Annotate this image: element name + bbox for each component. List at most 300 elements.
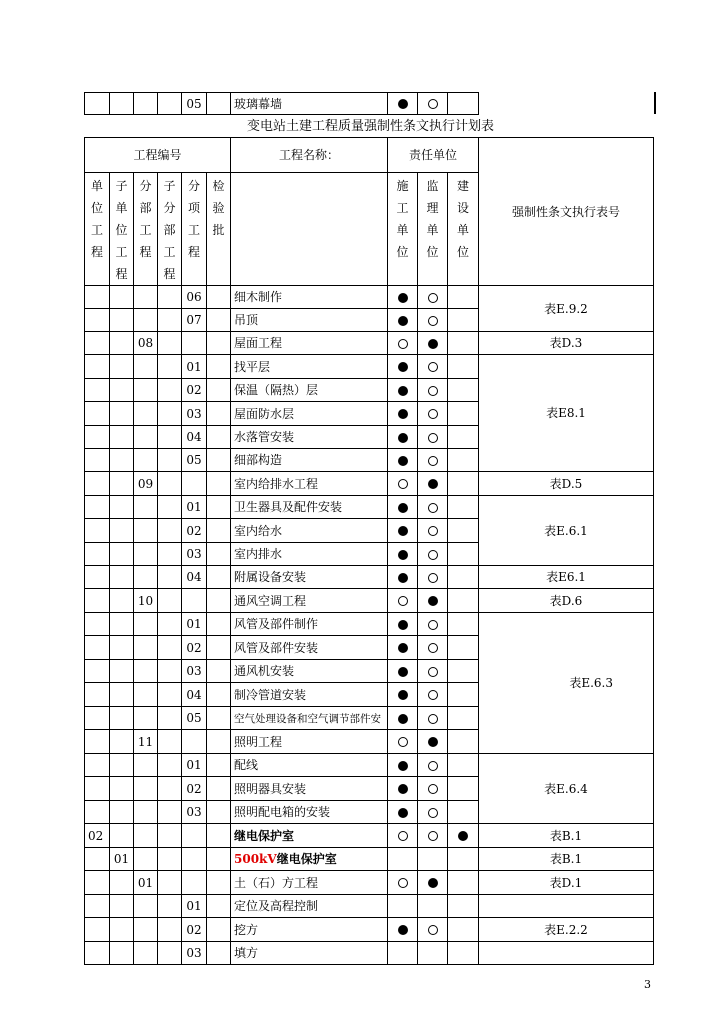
code-cell-zfb xyxy=(158,730,182,754)
code-cell-zfb xyxy=(158,707,182,730)
code-cell-jyp xyxy=(207,660,231,683)
code-cell-zdw: 01 xyxy=(110,848,134,871)
code-cell-fx xyxy=(182,730,207,754)
resp-cell-jl xyxy=(418,754,448,777)
project-name-cell xyxy=(231,402,388,426)
code-cell-zdw xyxy=(110,754,134,777)
filled-circle-icon xyxy=(398,925,408,935)
project-name-cell xyxy=(231,309,388,332)
code-cell-zfb xyxy=(158,871,182,895)
hollow-circle-icon xyxy=(398,831,408,841)
filled-circle-icon xyxy=(398,362,408,372)
resp-cell-jl xyxy=(418,683,448,707)
resp-cell-sg xyxy=(388,848,418,871)
resp-cell-sg xyxy=(388,519,418,543)
project-name-cell xyxy=(231,871,388,895)
code-cell-fb xyxy=(134,355,158,379)
hollow-circle-icon xyxy=(428,690,438,700)
table-row xyxy=(85,332,654,355)
code-cell-dw xyxy=(85,918,110,942)
code-cell-zfb xyxy=(158,824,182,848)
project-name-cell xyxy=(231,801,388,824)
project-name: 继电保护室 xyxy=(234,828,295,843)
project-name-cell xyxy=(231,848,388,871)
code-cell-zfb xyxy=(158,566,182,589)
resp-cell-js xyxy=(448,730,479,754)
code-cell-zdw xyxy=(110,636,134,660)
resp-cell-sg xyxy=(388,566,418,589)
code-cell-fb: 11 xyxy=(134,730,158,754)
resp-cell-sg xyxy=(388,636,418,660)
resp-cell-sg xyxy=(388,402,418,426)
table-ref-cell: 表D.6 xyxy=(479,589,654,613)
code-cell-zfb xyxy=(158,332,182,355)
hollow-circle-icon xyxy=(428,925,438,935)
filled-circle-icon xyxy=(398,620,408,630)
code-cell-fb xyxy=(134,707,158,730)
code-cell-fb xyxy=(134,449,158,472)
code-cell-zfb xyxy=(158,613,182,636)
code-cell-fb xyxy=(134,754,158,777)
project-name: 定位及高程控制 xyxy=(234,899,319,913)
table-ref-cell: 表E.9.2 xyxy=(479,286,654,332)
code-cell-dw xyxy=(85,519,110,543)
hollow-circle-icon xyxy=(428,293,438,303)
filled-circle-icon xyxy=(398,690,408,700)
resp-cell-sg xyxy=(388,613,418,636)
hollow-circle-icon xyxy=(398,479,408,489)
code-cell-zdw xyxy=(110,402,134,426)
code-cell-jyp xyxy=(207,683,231,707)
code-cell-dw xyxy=(85,754,110,777)
jl-mark xyxy=(418,93,448,115)
hollow-circle-icon xyxy=(428,362,438,372)
code-cell-zdw xyxy=(110,660,134,683)
resp-cell-sg xyxy=(388,660,418,683)
code-cell-dw xyxy=(85,777,110,801)
hollow-circle-icon xyxy=(428,456,438,466)
resp-cell-sg xyxy=(388,426,418,449)
resp-cell-sg xyxy=(388,895,418,918)
code-cell-dw xyxy=(85,496,110,519)
hollow-circle-icon xyxy=(428,526,438,536)
code-cell-jyp xyxy=(207,636,231,660)
code-cell-dw xyxy=(85,613,110,636)
resp-cell-js xyxy=(448,355,479,379)
margin-bar xyxy=(654,92,656,114)
code-cell-jyp xyxy=(207,496,231,519)
code-cell-fb xyxy=(134,848,158,871)
code-cell-zfb xyxy=(158,355,182,379)
project-name-cell xyxy=(231,286,388,309)
code-cell-fx xyxy=(182,871,207,895)
filled-circle-icon xyxy=(398,293,408,303)
code-cell-fb xyxy=(134,613,158,636)
table-row xyxy=(85,613,654,636)
resp-cell-jl xyxy=(418,660,448,683)
project-name: 土（石）方工程 xyxy=(234,875,319,890)
code-cell-jyp xyxy=(207,472,231,496)
resp-cell-jl xyxy=(418,730,448,754)
code-cell-dw xyxy=(85,566,110,589)
header-code: 工程编号 xyxy=(85,138,231,173)
code-cell-fb xyxy=(134,309,158,332)
project-name-cell xyxy=(231,426,388,449)
hollow-circle-icon xyxy=(428,386,438,396)
filled-circle-icon xyxy=(398,808,408,818)
code-cell-zdw xyxy=(110,496,134,519)
code-cell-fx xyxy=(182,332,207,355)
resp-cell-sg xyxy=(388,589,418,613)
table-row xyxy=(85,848,654,871)
code-cell-zdw xyxy=(110,286,134,309)
code-cell-jyp xyxy=(207,871,231,895)
code-cell-dw xyxy=(85,355,110,379)
resp-cell-jl xyxy=(418,871,448,895)
hollow-circle-icon xyxy=(428,643,438,653)
resp-cell-sg xyxy=(388,472,418,496)
table-row xyxy=(85,824,654,848)
code-cell-zdw xyxy=(110,683,134,707)
hollow-circle-icon xyxy=(428,503,438,513)
code-cell-dw xyxy=(85,472,110,496)
resp-cell-jl xyxy=(418,355,448,379)
filled-circle-icon xyxy=(398,550,408,560)
project-name: 填方 xyxy=(234,946,259,960)
code-cell-zfb xyxy=(158,426,182,449)
code-cell-fx: 05 xyxy=(182,707,207,730)
table-row xyxy=(85,472,654,496)
resp-cell-jl xyxy=(418,496,448,519)
table-ref-cell: 表E.2.2 xyxy=(479,918,654,942)
resp-cell-sg xyxy=(388,730,418,754)
project-name-cell xyxy=(231,519,388,543)
resp-cell-js xyxy=(448,309,479,332)
resp-cell-jl xyxy=(418,402,448,426)
project-name-cell xyxy=(231,942,388,965)
code-cell-fx: 01 xyxy=(182,496,207,519)
code-cell-jyp xyxy=(207,777,231,801)
hollow-circle-icon xyxy=(428,433,438,443)
resp-cell-js xyxy=(448,942,479,965)
code-cell-fb: 08 xyxy=(134,332,158,355)
filled-circle-icon xyxy=(398,784,408,794)
table-ref-cell: 表B.1 xyxy=(479,824,654,848)
code-cell-zfb xyxy=(158,918,182,942)
project-name: 通风空调工程 xyxy=(234,593,307,608)
resp-cell-js xyxy=(448,660,479,683)
resp-cell-js xyxy=(448,379,479,402)
code-cell-jyp xyxy=(207,332,231,355)
code-cell-dw xyxy=(85,309,110,332)
resp-cell-jl xyxy=(418,589,448,613)
code-cell-fx xyxy=(182,848,207,871)
resp-cell-sg xyxy=(388,707,418,730)
code-cell-jyp xyxy=(207,707,231,730)
filled-circle-icon xyxy=(428,339,438,349)
code-cell-zdw xyxy=(110,730,134,754)
code-cell-fx: 04 xyxy=(182,683,207,707)
code-cell-dw xyxy=(85,636,110,660)
table-row xyxy=(85,871,654,895)
resp-cell-sg xyxy=(388,777,418,801)
code-cell-zfb xyxy=(158,472,182,496)
code-cell-zfb xyxy=(158,309,182,332)
code-cell-jyp xyxy=(207,519,231,543)
project-name-cell xyxy=(231,472,388,496)
resp-cell-jl xyxy=(418,895,448,918)
project-name: 附属设备安装 xyxy=(234,570,307,584)
code-cell-dw xyxy=(85,730,110,754)
fx-cell: 05 xyxy=(182,93,207,115)
project-name: 挖方 xyxy=(234,922,259,937)
resp-cell-sg xyxy=(388,379,418,402)
code-cell-fx: 05 xyxy=(182,449,207,472)
resp-cell-sg xyxy=(388,942,418,965)
table-row xyxy=(85,93,479,115)
code-cell-zdw xyxy=(110,824,134,848)
project-name: 配线 xyxy=(234,758,259,772)
code-cell-jyp xyxy=(207,918,231,942)
header-dw: 单 位 工 程 xyxy=(85,173,110,286)
code-cell-fx: 02 xyxy=(182,636,207,660)
filled-circle-icon xyxy=(398,456,408,466)
resp-cell-sg xyxy=(388,449,418,472)
hollow-circle-icon xyxy=(398,339,408,349)
header-sg: 施 工 单 位 xyxy=(388,173,418,286)
resp-cell-js xyxy=(448,402,479,426)
code-cell-fb xyxy=(134,660,158,683)
code-cell-zfb xyxy=(158,848,182,871)
resp-cell-js xyxy=(448,613,479,636)
code-cell-zdw xyxy=(110,589,134,613)
filled-circle-icon xyxy=(398,503,408,513)
table-ref-cell: 表B.1 xyxy=(479,848,654,871)
code-cell-fx: 03 xyxy=(182,801,207,824)
resp-cell-sg xyxy=(388,309,418,332)
hollow-circle-icon xyxy=(398,737,408,747)
hollow-circle-icon xyxy=(428,550,438,560)
code-cell-dw xyxy=(85,848,110,871)
project-name-cell xyxy=(231,660,388,683)
project-name: 保温（隔热）层 xyxy=(234,383,319,397)
code-cell-zfb xyxy=(158,519,182,543)
project-name-cell xyxy=(231,895,388,918)
code-cell-jyp xyxy=(207,543,231,566)
code-cell-fb xyxy=(134,824,158,848)
header-jl: 监 理 单 位 xyxy=(418,173,448,286)
project-name-cell xyxy=(231,449,388,472)
code-cell-jyp xyxy=(207,824,231,848)
resp-cell-js xyxy=(448,519,479,543)
resp-cell-js xyxy=(448,848,479,871)
resp-cell-js xyxy=(448,589,479,613)
code-cell-fx: 02 xyxy=(182,777,207,801)
project-name-cell xyxy=(231,754,388,777)
code-cell-jyp xyxy=(207,589,231,613)
resp-cell-js xyxy=(448,777,479,801)
code-cell-zfb xyxy=(158,379,182,402)
code-cell-zdw xyxy=(110,309,134,332)
code-cell-jyp xyxy=(207,355,231,379)
project-name: 找平层 xyxy=(234,359,271,374)
filled-circle-icon xyxy=(458,831,468,841)
project-name-cell xyxy=(231,566,388,589)
code-cell-fb xyxy=(134,895,158,918)
code-cell-zdw xyxy=(110,355,134,379)
header-fx: 分 项 工 程 xyxy=(182,173,207,286)
code-cell-fx: 02 xyxy=(182,918,207,942)
resp-cell-js xyxy=(448,895,479,918)
code-cell-jyp xyxy=(207,426,231,449)
resp-cell-jl xyxy=(418,777,448,801)
code-cell-zdw xyxy=(110,543,134,566)
table-row xyxy=(85,895,654,918)
resp-cell-js xyxy=(448,636,479,660)
filled-circle-icon xyxy=(428,737,438,747)
filled-circle-icon xyxy=(398,573,408,583)
resp-cell-js xyxy=(448,566,479,589)
code-cell-jyp xyxy=(207,754,231,777)
hollow-circle-icon xyxy=(428,99,438,109)
code-cell-fb: 09 xyxy=(134,472,158,496)
code-cell-zfb xyxy=(158,683,182,707)
code-cell-fx xyxy=(182,472,207,496)
code-cell-zdw xyxy=(110,707,134,730)
code-cell-fb xyxy=(134,379,158,402)
code-cell-fb xyxy=(134,918,158,942)
hollow-circle-icon xyxy=(428,808,438,818)
table-ref-cell: 表E6.1 xyxy=(479,566,654,589)
resp-cell-js xyxy=(448,472,479,496)
code-cell-dw xyxy=(85,660,110,683)
code-cell-dw xyxy=(85,801,110,824)
filled-circle-icon xyxy=(398,316,408,326)
resp-cell-sg xyxy=(388,496,418,519)
project-name-cell xyxy=(231,730,388,754)
code-cell-fb: 01 xyxy=(134,871,158,895)
table-ref-cell: 表E.6.3 xyxy=(479,613,654,754)
project-name-cell xyxy=(231,636,388,660)
project-name: 吊顶 xyxy=(234,313,259,327)
code-cell-jyp xyxy=(207,942,231,965)
filled-circle-icon xyxy=(428,479,438,489)
header-row-group xyxy=(85,138,654,173)
code-cell-zdw xyxy=(110,871,134,895)
name-cell: 玻璃幕墙 xyxy=(231,93,388,115)
resp-cell-jl xyxy=(418,309,448,332)
table-row xyxy=(85,566,654,589)
code-cell-fb xyxy=(134,777,158,801)
project-name-cell xyxy=(231,683,388,707)
code-cell-fx xyxy=(182,589,207,613)
table-ref-cell: 表E.6.1 xyxy=(479,496,654,566)
resp-cell-jl xyxy=(418,543,448,566)
project-name-cell xyxy=(231,777,388,801)
resp-cell-sg xyxy=(388,871,418,895)
project-name: 制冷管道安装 xyxy=(234,687,307,702)
hollow-circle-icon xyxy=(398,878,408,888)
header-js: 建 设 单 位 xyxy=(448,173,479,286)
resp-cell-sg xyxy=(388,543,418,566)
resp-cell-js xyxy=(448,286,479,309)
code-cell-fx: 01 xyxy=(182,613,207,636)
resp-cell-js xyxy=(448,449,479,472)
project-name: 照明配电箱的安装 xyxy=(234,805,331,819)
hollow-circle-icon xyxy=(398,596,408,606)
table-row xyxy=(85,754,654,777)
code-cell-dw xyxy=(85,449,110,472)
hollow-circle-icon xyxy=(428,761,438,771)
project-name: 通风机安装 xyxy=(234,664,295,678)
code-cell-dw xyxy=(85,332,110,355)
code-cell-jyp xyxy=(207,801,231,824)
code-cell-jyp xyxy=(207,309,231,332)
filled-circle-icon xyxy=(398,761,408,771)
filled-circle-icon xyxy=(398,99,408,109)
project-name-cell xyxy=(231,379,388,402)
resp-cell-jl xyxy=(418,332,448,355)
table-ref-cell xyxy=(479,942,654,965)
code-cell-zdw xyxy=(110,613,134,636)
project-name-cell xyxy=(231,332,388,355)
code-cell-fx: 04 xyxy=(182,566,207,589)
code-cell-fx: 03 xyxy=(182,543,207,566)
resp-cell-sg xyxy=(388,355,418,379)
project-name-cell xyxy=(231,355,388,379)
code-cell-fb xyxy=(134,566,158,589)
filled-circle-icon xyxy=(398,386,408,396)
resp-cell-sg xyxy=(388,918,418,942)
filled-circle-icon xyxy=(398,409,408,419)
code-cell-fx: 01 xyxy=(182,895,207,918)
hollow-circle-icon xyxy=(428,409,438,419)
resp-cell-jl xyxy=(418,426,448,449)
code-cell-jyp xyxy=(207,566,231,589)
project-name: 室内给排水工程 xyxy=(234,476,319,491)
resp-cell-jl xyxy=(418,566,448,589)
code-cell-dw xyxy=(85,895,110,918)
code-cell-zdw xyxy=(110,519,134,543)
project-name: 屋面防水层 xyxy=(234,406,295,421)
project-name: 空气处理设备和空气调节部件安 xyxy=(234,712,381,725)
resp-cell-js xyxy=(448,918,479,942)
project-name: 屋面工程 xyxy=(234,336,283,350)
project-name: 继电保护室 xyxy=(276,852,337,866)
table-row xyxy=(85,918,654,942)
resp-cell-js xyxy=(448,543,479,566)
hollow-circle-icon xyxy=(428,573,438,583)
resp-cell-jl xyxy=(418,636,448,660)
table-ref-cell: 表D.3 xyxy=(479,332,654,355)
code-cell-dw xyxy=(85,402,110,426)
resp-cell-sg xyxy=(388,824,418,848)
resp-cell-jl xyxy=(418,942,448,965)
resp-cell-jl xyxy=(418,918,448,942)
hollow-circle-icon xyxy=(428,316,438,326)
code-cell-jyp xyxy=(207,449,231,472)
project-name: 细木制作 xyxy=(234,290,283,304)
code-cell-dw xyxy=(85,379,110,402)
filled-circle-icon xyxy=(398,643,408,653)
resp-cell-jl xyxy=(418,801,448,824)
code-cell-dw xyxy=(85,426,110,449)
hollow-circle-icon xyxy=(428,784,438,794)
resp-cell-js xyxy=(448,332,479,355)
code-cell-zdw xyxy=(110,566,134,589)
code-cell-jyp xyxy=(207,848,231,871)
plan-table xyxy=(84,137,654,965)
